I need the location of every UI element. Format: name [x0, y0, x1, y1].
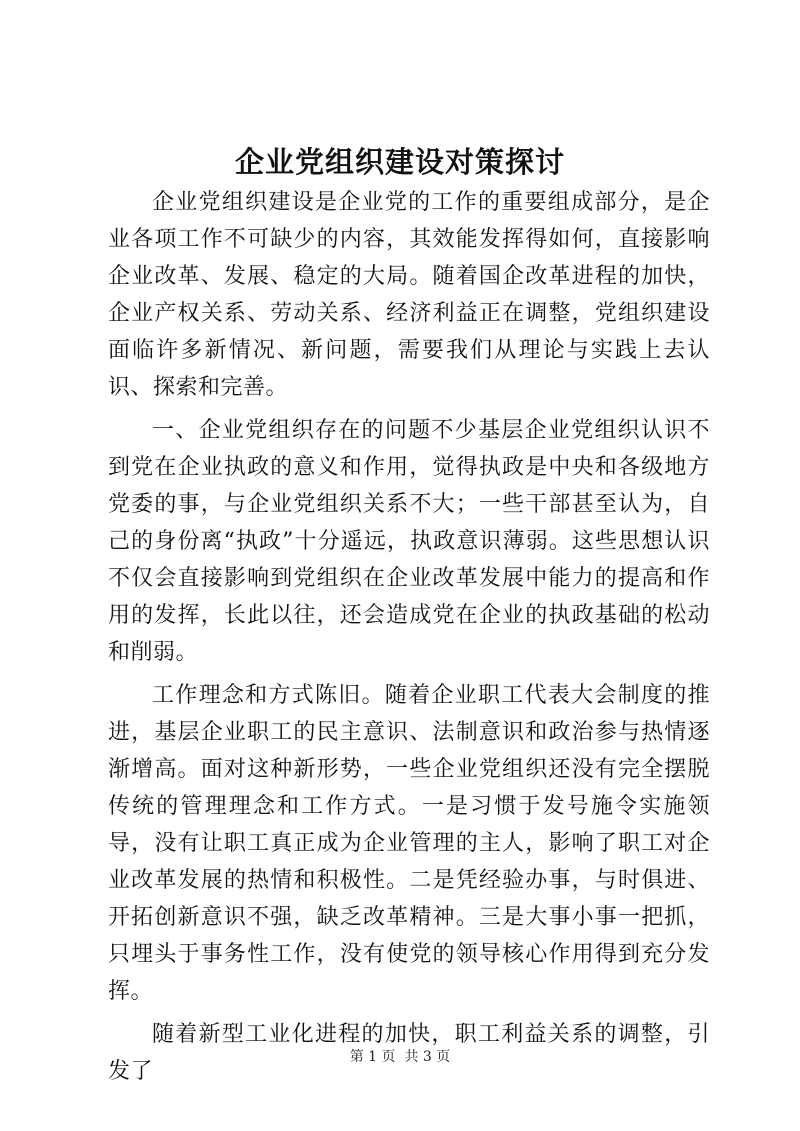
paragraph-3: 工作理念和方式陈旧。随着企业职工代表大会制度的推进，基层企业职工的民主意识、法制意识和政治参与热情逐渐增高。面对这种新形势，一些企业党组织还没有完全摆脱传统的管理理念和工作方式。一是习惯于发号施令实施领导，没有让职工真正成为企业管理的主人，影响了职工对企业改革发展的热情和积极性。二是凭经验办事，与时俱进、开拓创新意识不强，缺乏改革精神。三是大事小事一把抓，只埋头于事务性工作，没有使党的领导核心作用得到充分发挥。	[108, 683, 710, 1004]
page-footer	[0, 1047, 800, 1067]
paragraph-2: 一、企业党组织存在的问题不少基层企业党组织认识不到党在企业执政的意义和作用，觉得执政是中央和各级地方党委的事，与企业党组织关系不大；一些干部甚至认为，自己的身份离“执政”十分遥远，执政意识薄弱。这些思想认识不仅会直接影响到党组织在企业改革发展中能力的提高和作用的发挥，长此以往，还会造成党在企业的执政基础的松动和削弱。	[108, 418, 710, 665]
document-title: 企业党组织建设对策探讨	[234, 145, 565, 179]
page-number-label: 第 1 页 共 3 页	[349, 1049, 451, 1065]
paragraph-1: 企业党组织建设是企业党的工作的重要组成部分，是企业各项工作不可缺少的内容，其效能发挥得如何，直接影响企业改革、发展、稳定的大局。随着国企改革进程的加快，企业产权关系、劳动关系、经济利益正在调整，党组织建设面临许多新情况、新问题，需要我们从理论与实践上去认识、探索和完善。	[108, 190, 710, 400]
document-body	[108, 184, 710, 1096]
paragraph-4: 随着新型工业化进程的加快，职工利益关系的调整，引发了	[108, 1022, 710, 1084]
